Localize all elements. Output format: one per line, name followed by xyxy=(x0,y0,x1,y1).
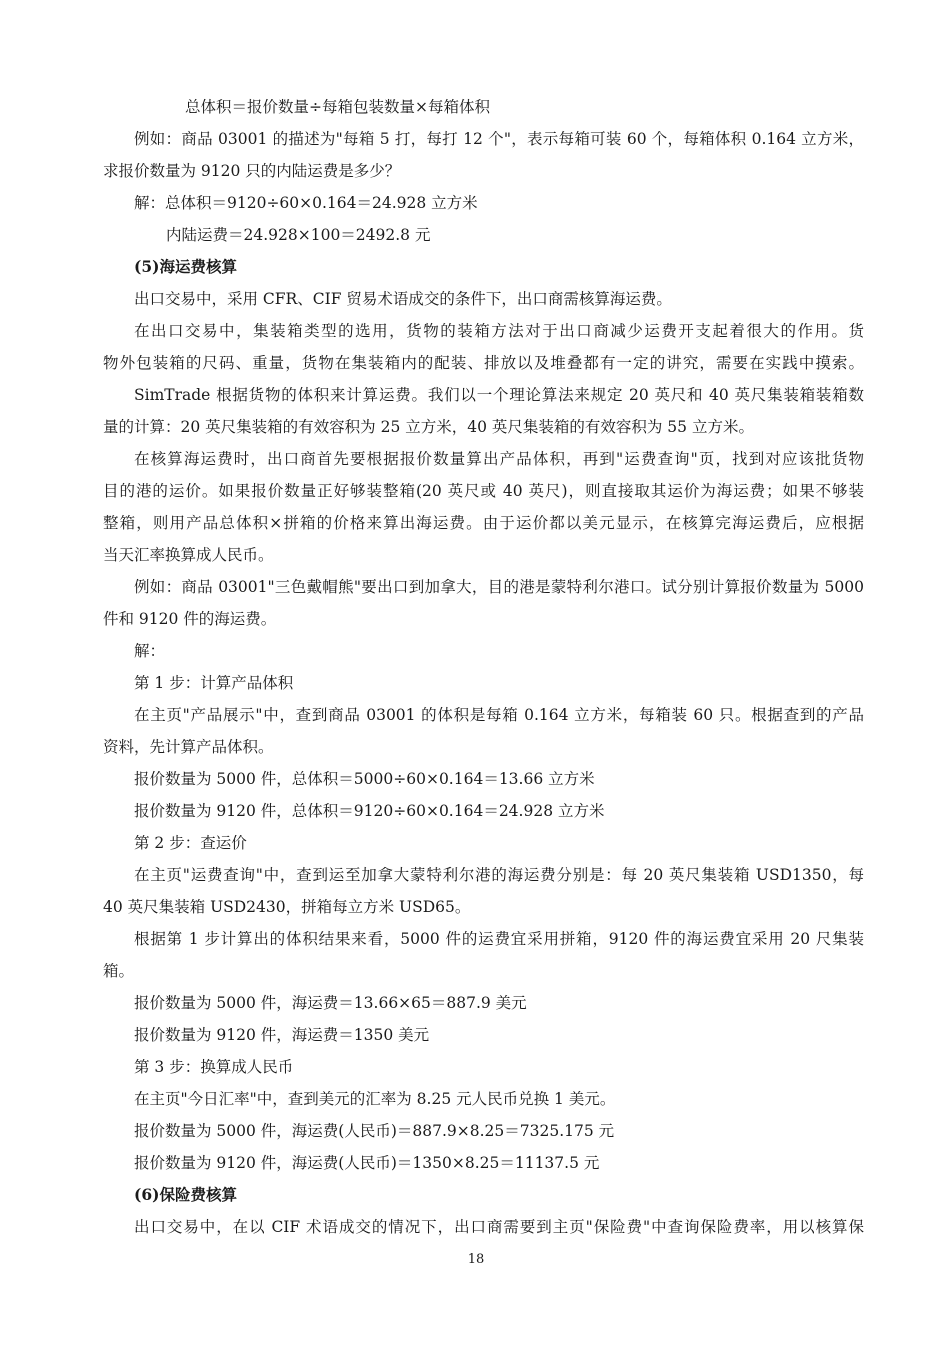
calculation-line: 报价数量为 5000 件，海运费＝13.66×65＝887.9 美元 xyxy=(134,994,527,1012)
paragraph-line: 40 英尺集装箱 USD2430，拼箱每立方米 USD65。 xyxy=(103,898,471,916)
solution-line: 内陆运费＝24.928×100＝2492.8 元 xyxy=(166,226,431,244)
step-heading: 第 1 步：计算产品体积 xyxy=(134,674,294,692)
paragraph-line: SimTrade 根据货物的体积来计算运费。我们以一个理论算法来规定 20 英尺和 40 英尺集装箱装箱数 xyxy=(134,386,864,404)
calculation-line: 报价数量为 5000 件，总体积＝5000÷60×0.164＝13.66 立方米 xyxy=(134,770,595,788)
paragraph-line: 出口交易中，采用 CFR、CIF 贸易术语成交的条件下，出口商需核算海运费。 xyxy=(134,290,672,308)
formula-total-volume: 总体积＝报价数量÷每箱包装数量×每箱体积 xyxy=(185,98,490,116)
calculation-line: 报价数量为 9120 件，海运费(人民币)＝1350×8.25＝11137.5 元 xyxy=(134,1154,600,1172)
calculation-line: 报价数量为 9120 件，海运费＝1350 美元 xyxy=(134,1026,430,1044)
paragraph-line: 物外包装箱的尺码、重量，货物在集装箱内的配装、排放以及堆叠都有一定的讲究，需要在实践中摸索。 xyxy=(103,354,864,372)
paragraph-line: 资料，先计算产品体积。 xyxy=(103,738,274,756)
solution-line: 解：总体积＝9120÷60×0.164＝24.928 立方米 xyxy=(134,194,478,212)
paragraph-line: 当天汇率换算成人民币。 xyxy=(103,546,274,564)
calculation-line: 报价数量为 5000 件，海运费(人民币)＝887.9×8.25＝7325.175 元 xyxy=(134,1122,615,1140)
paragraph-line: 在核算海运费时，出口商首先要根据报价数量算出产品体积，再到"运费查询"页，找到对应该批货物 xyxy=(134,450,864,468)
calculation-line: 报价数量为 9120 件，总体积＝9120÷60×0.164＝24.928 立方米 xyxy=(134,802,605,820)
paragraph-line: 量的计算：20 英尺集装箱的有效容积为 25 立方米，40 英尺集装箱的有效容积为 55 立方米。 xyxy=(103,418,754,436)
paragraph-line: 根据第 1 步计算出的体积结果来看，5000 件的运费宜采用拼箱，9120 件的海运费宜采用 20 尺集装 xyxy=(134,930,864,948)
page-number: 18 xyxy=(467,1252,485,1267)
section-heading-insurance: (6)保险费核算 xyxy=(134,1185,237,1204)
paragraph-line: 在出口交易中，集装箱类型的选用，货物的装箱方法对于出口商减少运费开支起着很大的作用。货 xyxy=(134,322,864,340)
paragraph-line: 整箱，则用产品总体积×拼箱的价格来算出海运费。由于运价都以美元显示，在核算完海运费后，应根据 xyxy=(103,514,864,532)
paragraph-line: 在主页"运费查询"中，查到运至加拿大蒙特利尔港的海运费分别是：每 20 英尺集装箱 USD1350，每 xyxy=(134,866,864,884)
paragraph-line: 出口交易中，在以 CIF 术语成交的情况下，出口商需要到主页"保险费"中查询保险费率，用以核算保 xyxy=(134,1218,864,1236)
paragraph-line: 在主页"今日汇率"中，查到美元的汇率为 8.25 元人民币兑换 1 美元。 xyxy=(134,1090,616,1108)
example-paragraph-line: 例如：商品 03001 的描述为"每箱 5 打，每打 12 个"，表示每箱可装 60 个，每箱体积 0.164 立方米， xyxy=(134,130,864,148)
paragraph-line: 箱。 xyxy=(103,962,135,980)
step-heading: 第 3 步：换算成人民币 xyxy=(134,1058,294,1076)
solution-label: 解： xyxy=(134,642,166,660)
example-paragraph-line: 求报价数量为 9120 只的内陆运费是多少？ xyxy=(103,162,401,180)
paragraph-line: 目的港的运价。如果报价数量正好够装整箱(20 英尺或 40 英尺)，则直接取其运价为海运费；如果不够装 xyxy=(103,482,864,500)
example-paragraph-line: 件和 9120 件的海运费。 xyxy=(103,610,277,628)
step-heading: 第 2 步：查运价 xyxy=(134,834,247,852)
example-paragraph-line: 例如：商品 03001"三色戴帽熊"要出口到加拿大，目的港是蒙特利尔港口。试分别计算报价数量为 5000 xyxy=(134,578,864,596)
paragraph-line: 在主页"产品展示"中，查到商品 03001 的体积是每箱 0.164 立方米，每箱装 60 只。根据查到的产品 xyxy=(134,706,864,724)
section-heading-ocean-freight: (5)海运费核算 xyxy=(134,257,237,276)
